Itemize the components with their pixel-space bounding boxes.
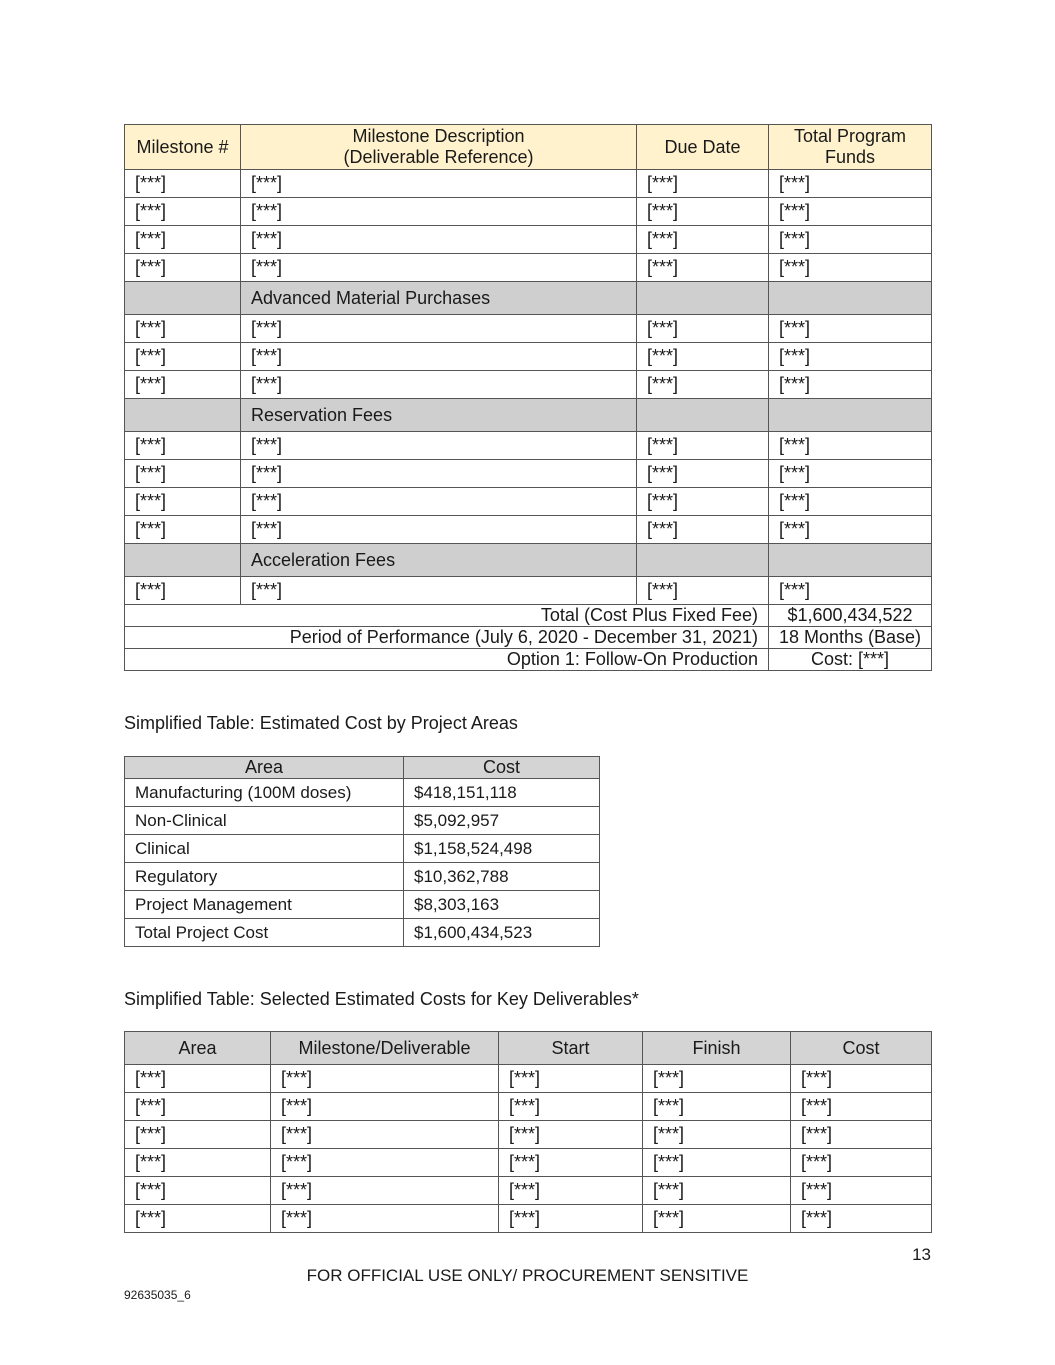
due-date-cell: [***] bbox=[637, 343, 769, 371]
milestone-number-cell: [***] bbox=[125, 198, 241, 226]
program-funds-cell bbox=[769, 399, 932, 432]
milestone-number-cell: [***] bbox=[125, 170, 241, 198]
deliverable-cost-cell: [***] bbox=[791, 1177, 932, 1205]
deliverable-cost-cell: [***] bbox=[791, 1149, 932, 1177]
milestone-table bbox=[124, 124, 932, 671]
program-funds-cell: [***] bbox=[769, 432, 932, 460]
deliverable-area-cell: [***] bbox=[125, 1065, 271, 1093]
finish-cell: [***] bbox=[643, 1065, 791, 1093]
finish-header: Finish bbox=[643, 1032, 791, 1065]
due-date-cell bbox=[637, 399, 769, 432]
program-funds-cell: [***] bbox=[769, 315, 932, 343]
area-cell: Project Management bbox=[125, 891, 404, 919]
deliverable-name-cell: [***] bbox=[271, 1065, 499, 1093]
cost-cell: $8,303,163 bbox=[404, 891, 600, 919]
deliverables-caption: Simplified Table: Selected Estimated Costs for Key Deliverables* bbox=[124, 989, 639, 1009]
summary-label: Total (Cost Plus Fixed Fee) bbox=[125, 605, 769, 627]
program-funds-cell bbox=[769, 282, 932, 315]
deliverable-area-cell: [***] bbox=[125, 1121, 271, 1149]
start-cell: [***] bbox=[499, 1093, 643, 1121]
document-id: 92635035_6 bbox=[124, 1288, 191, 1302]
milestone-row bbox=[125, 226, 932, 254]
program-funds-cell: [***] bbox=[769, 343, 932, 371]
section-title: Advanced Material Purchases bbox=[241, 282, 637, 315]
finish-cell: [***] bbox=[643, 1149, 791, 1177]
finish-cell: [***] bbox=[643, 1177, 791, 1205]
due-date-cell: [***] bbox=[637, 432, 769, 460]
area-cell: Non-Clinical bbox=[125, 807, 404, 835]
milestone-number-cell bbox=[125, 544, 241, 577]
milestone-number-cell: [***] bbox=[125, 516, 241, 544]
deliverables-table bbox=[124, 1031, 932, 1233]
deliverable-name-cell: [***] bbox=[271, 1177, 499, 1205]
milestone-description-cell: [***] bbox=[241, 577, 637, 605]
milestone-description-cell: [***] bbox=[241, 343, 637, 371]
summary-row bbox=[125, 627, 932, 649]
deliverable-cost-cell: [***] bbox=[791, 1205, 932, 1233]
area-cost-row bbox=[125, 891, 600, 919]
deliverable-cost-header: Cost bbox=[791, 1032, 932, 1065]
cost-cell: $418,151,118 bbox=[404, 779, 600, 807]
milestone-number-cell: [***] bbox=[125, 460, 241, 488]
program-funds-cell: [***] bbox=[769, 488, 932, 516]
milestone-description-cell: [***] bbox=[241, 198, 637, 226]
area-cost-row bbox=[125, 863, 600, 891]
area-cell: Manufacturing (100M doses) bbox=[125, 779, 404, 807]
milestone-number-cell: [***] bbox=[125, 488, 241, 516]
milestone-row bbox=[125, 460, 932, 488]
program-funds-cell bbox=[769, 544, 932, 577]
milestone-description-cell: [***] bbox=[241, 516, 637, 544]
milestone-row bbox=[125, 170, 932, 198]
program-funds-cell: [***] bbox=[769, 170, 932, 198]
due-date-cell: [***] bbox=[637, 170, 769, 198]
due-date-cell bbox=[637, 544, 769, 577]
due-date-cell: [***] bbox=[637, 315, 769, 343]
section-row bbox=[125, 544, 932, 577]
section-title: Reservation Fees bbox=[241, 399, 637, 432]
milestone-number-cell bbox=[125, 399, 241, 432]
milestone-row bbox=[125, 198, 932, 226]
milestone-number-cell: [***] bbox=[125, 254, 241, 282]
summary-value: $1,600,434,522 bbox=[769, 605, 932, 627]
due-date-cell: [***] bbox=[637, 198, 769, 226]
area-header: Area bbox=[125, 757, 404, 779]
cost-cell: $10,362,788 bbox=[404, 863, 600, 891]
milestone-row bbox=[125, 488, 932, 516]
due-date-cell: [***] bbox=[637, 371, 769, 399]
start-header: Start bbox=[499, 1032, 643, 1065]
deliverable-row bbox=[125, 1093, 932, 1121]
finish-cell: [***] bbox=[643, 1093, 791, 1121]
summary-label: Period of Performance (July 6, 2020 - December 31, 2021) bbox=[125, 627, 769, 649]
area-cell: Regulatory bbox=[125, 863, 404, 891]
milestone-description-cell: [***] bbox=[241, 371, 637, 399]
finish-cell: [***] bbox=[643, 1205, 791, 1233]
start-cell: [***] bbox=[499, 1065, 643, 1093]
milestone-number-cell: [***] bbox=[125, 371, 241, 399]
deliverable-name-cell: [***] bbox=[271, 1149, 499, 1177]
deliverable-name-cell: [***] bbox=[271, 1121, 499, 1149]
milestone-description-cell: [***] bbox=[241, 460, 637, 488]
deliverable-area-cell: [***] bbox=[125, 1177, 271, 1205]
program-funds-cell: [***] bbox=[769, 254, 932, 282]
milestone-description-cell: [***] bbox=[241, 315, 637, 343]
milestone-description-header: Milestone Description (Deliverable Reference) bbox=[241, 125, 637, 170]
deliverable-row bbox=[125, 1149, 932, 1177]
milestone-number-cell: [***] bbox=[125, 315, 241, 343]
deliverable-name-cell: [***] bbox=[271, 1093, 499, 1121]
area-cost-table bbox=[124, 756, 600, 947]
milestone-number-cell: [***] bbox=[125, 226, 241, 254]
deliverable-row bbox=[125, 1121, 932, 1149]
due-date-cell: [***] bbox=[637, 254, 769, 282]
due-date-header: Due Date bbox=[637, 125, 769, 170]
area-cost-header-row bbox=[125, 757, 600, 779]
deliverable-cost-cell: [***] bbox=[791, 1065, 932, 1093]
program-funds-cell: [***] bbox=[769, 516, 932, 544]
milestone-number-cell: [***] bbox=[125, 432, 241, 460]
deliverable-area-cell: [***] bbox=[125, 1205, 271, 1233]
deliverable-cost-cell: [***] bbox=[791, 1093, 932, 1121]
deliverable-area-cell: [***] bbox=[125, 1149, 271, 1177]
section-title: Acceleration Fees bbox=[241, 544, 637, 577]
area-cell: Clinical bbox=[125, 835, 404, 863]
section-row bbox=[125, 399, 932, 432]
milestone-row bbox=[125, 254, 932, 282]
milestone-description-cell: [***] bbox=[241, 488, 637, 516]
milestone-row bbox=[125, 432, 932, 460]
deliverable-row bbox=[125, 1205, 932, 1233]
deliverable-row bbox=[125, 1065, 932, 1093]
area-cost-row bbox=[125, 835, 600, 863]
summary-value: 18 Months (Base) bbox=[769, 627, 932, 649]
start-cell: [***] bbox=[499, 1149, 643, 1177]
program-funds-cell: [***] bbox=[769, 371, 932, 399]
area-cell: Total Project Cost bbox=[125, 919, 404, 947]
due-date-cell bbox=[637, 282, 769, 315]
footer-notice: FOR OFFICIAL USE ONLY/ PROCUREMENT SENSITIVE bbox=[306, 1266, 749, 1285]
due-date-cell: [***] bbox=[637, 226, 769, 254]
program-funds-cell: [***] bbox=[769, 226, 932, 254]
program-funds-cell: [***] bbox=[769, 198, 932, 226]
cost-cell: $5,092,957 bbox=[404, 807, 600, 835]
summary-row bbox=[125, 649, 932, 671]
program-funds-cell: [***] bbox=[769, 460, 932, 488]
milestone-row bbox=[125, 343, 932, 371]
cost-cell: $1,600,434,523 bbox=[404, 919, 600, 947]
area-cost-caption: Simplified Table: Estimated Cost by Project Areas bbox=[124, 713, 518, 733]
start-cell: [***] bbox=[499, 1205, 643, 1233]
section-row bbox=[125, 282, 932, 315]
start-cell: [***] bbox=[499, 1177, 643, 1205]
program-funds-cell: [***] bbox=[769, 577, 932, 605]
summary-row bbox=[125, 605, 932, 627]
due-date-cell: [***] bbox=[637, 460, 769, 488]
milestone-row bbox=[125, 371, 932, 399]
milestone-row bbox=[125, 516, 932, 544]
area-cost-row bbox=[125, 779, 600, 807]
deliverable-name-cell: [***] bbox=[271, 1205, 499, 1233]
milestone-number-cell: [***] bbox=[125, 343, 241, 371]
cost-header: Cost bbox=[404, 757, 600, 779]
milestone-number-header: Milestone # bbox=[125, 125, 241, 170]
milestone-row bbox=[125, 315, 932, 343]
due-date-cell: [***] bbox=[637, 516, 769, 544]
deliverable-area-header: Area bbox=[125, 1032, 271, 1065]
due-date-cell: [***] bbox=[637, 577, 769, 605]
deliverable-area-cell: [***] bbox=[125, 1093, 271, 1121]
start-cell: [***] bbox=[499, 1121, 643, 1149]
cost-cell: $1,158,524,498 bbox=[404, 835, 600, 863]
finish-cell: [***] bbox=[643, 1121, 791, 1149]
deliverable-cost-cell: [***] bbox=[791, 1121, 932, 1149]
milestone-description-cell: [***] bbox=[241, 226, 637, 254]
summary-value: Cost: [***] bbox=[769, 649, 932, 671]
milestone-number-cell bbox=[125, 282, 241, 315]
milestone-row bbox=[125, 577, 932, 605]
milestone-description-cell: [***] bbox=[241, 254, 637, 282]
summary-label: Option 1: Follow-On Production bbox=[125, 649, 769, 671]
milestone-description-cell: [***] bbox=[241, 432, 637, 460]
area-cost-row bbox=[125, 919, 600, 947]
milestone-number-cell: [***] bbox=[125, 577, 241, 605]
area-cost-row bbox=[125, 807, 600, 835]
milestone-header-row bbox=[125, 125, 932, 170]
deliverable-row bbox=[125, 1177, 932, 1205]
milestone-description-cell: [***] bbox=[241, 170, 637, 198]
milestone-deliverable-header: Milestone/Deliverable bbox=[271, 1032, 499, 1065]
due-date-cell: [***] bbox=[637, 488, 769, 516]
deliverables-header-row bbox=[125, 1032, 932, 1065]
total-program-funds-header: Total Program Funds bbox=[769, 125, 932, 170]
page-number: 13 bbox=[912, 1245, 931, 1264]
